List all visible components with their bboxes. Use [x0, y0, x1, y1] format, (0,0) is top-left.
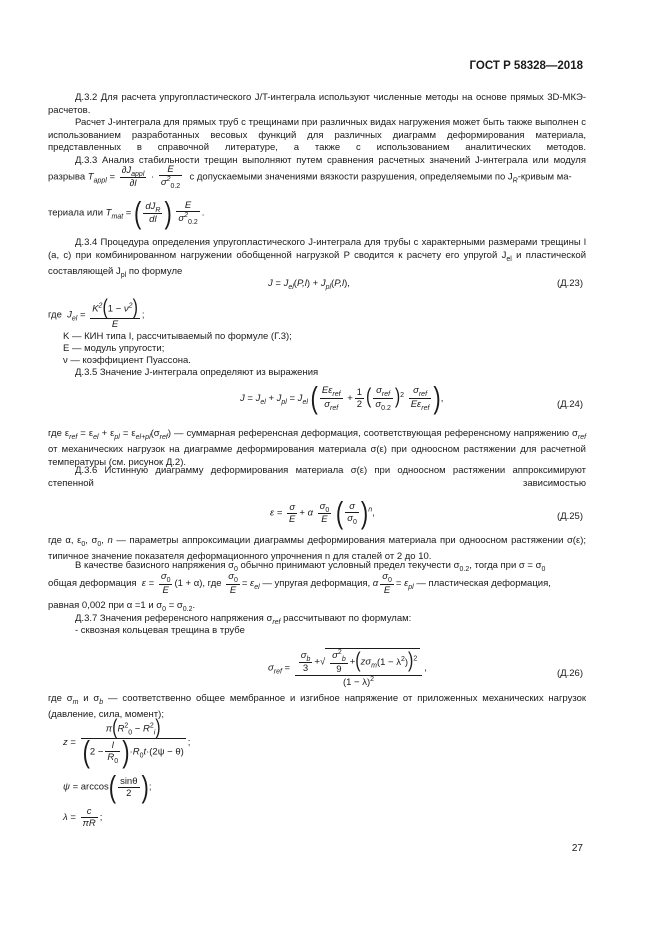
paragraph-d32: Д.3.2 Для расчета упругопластического J/T-интеграла используют численные методы на основе прямых 3D-МКЭ-расчетов. — [48, 92, 586, 116]
formula-t-appl-line: разрыва $T_{appl}$ = $\frac{\partial J_{appl}}{\partial l}$ · $\frac{E}{\sigma^2_{0.2}}$ с допускаемыми значениями вязкости разрушения, определяемыми по $J_R$-кривым ма- — [48, 164, 572, 191]
paragraph-equal: равная 0,002 при α =1 и $\sigma_0 = \sigma_{0.2}$. — [48, 600, 196, 613]
equation-d25: ε = $\frac{\sigma}{E}$ + α $\frac{\sigma_0}{E}$ ( $\frac{\sigma}{\sigma_0}$ )$^n$, — [270, 494, 375, 530]
paragraph-d36: Д.3.6 Истинную диаграмму деформирования материала σ(ε) при одноосном растяжении аппроксимируют степенной зависимостью — [48, 465, 586, 489]
where-eps-ref: где $\varepsilon_{ref} = \varepsilon_{el} + \varepsilon_{pl} = \varepsilon_{el+pl}(\sigma_{ref})$ — суммарная референсная деформация, соответствующая референсному напряжению $\sigma_{ref}$ от механических нагрузок на диаграмме деформирования материала σ(ε) при одноосном растяжении для расчетной температуры (см. рисунок Д.2). — [48, 428, 587, 468]
paragraph-basis-stress: В качестве базисного напряжения $\sigma_0$ обычно принимают условный предел текучести $\sigma_{0.2}$, тогда при $\sigma = \sigma_0$ — [75, 560, 546, 573]
equation-number-d23: (Д.23) — [557, 278, 583, 289]
paragraph-through-crack: - сквозная кольцевая трещина в трубе — [75, 625, 245, 636]
formula-psi: ψ = arccos( $\frac{\sin\theta}{2}$ ); — [63, 768, 152, 804]
formula-z: z = $\pi(R^2_0 - R^2_i)$ (2 − $\frac{l}{R_0}$ )$\cdot R_0t\cdot(2\psi - \theta)$ ; — [63, 717, 191, 769]
where-alpha: где α, $\varepsilon_0$, $\sigma_0$, n — параметры аппроксимации диаграммы деформирования материала при одноосном растяжении σ(ε); типичное значение показателя деформационного упрочнения n для сталей от 2 до 10. — [48, 535, 587, 563]
list-item-k: K — КИН типа I, рассчитываемый по формуле (Г.3); — [63, 331, 292, 342]
formula-total-strain: общая деформация ε = $\frac{\sigma_0}{E}$ (1 + α), где $\frac{\sigma_0}{E}$ = $\varepsilon_{el}$ — упругая деформация, α $\frac{\sigma_0}{E}$ = $\varepsilon_{pl}$ — пластическая деформация, — [48, 571, 551, 596]
equation-number-d25: (Д.25) — [557, 511, 583, 522]
formula-lambda: λ = $\frac{c}{\pi R}$ ; — [63, 806, 103, 829]
list-item-e: E — модуль упругости; — [63, 343, 165, 354]
equation-d24: $J = J_{el} + J_{pl} = J_{el}$ ( $\frac{E\varepsilon_{ref}}{\sigma_{ref}}$ + $\frac{1}{2}$ ( $\frac{\sigma_{ref}}{\sigma_{0.2}}$ )$^2$ $\frac{\sigma_{ref}}{E\varepsilon_{ref}}$ ), — [240, 380, 444, 416]
paragraph-d35: Д.3.5 Значение J-интеграла определяют из выражения — [75, 367, 319, 378]
equation-number-d24: (Д.24) — [557, 399, 583, 410]
where-sigma-m: где $\sigma_m$ и $\sigma_b$ — соответственно общее мембранное и изгибное напряжение от приложенных механических нагрузок (давление, сила, момент); — [48, 693, 587, 721]
equation-d26: $\sigma_{ref}$ = $\frac{\sigma_b}{3}$ +√ $\frac{\sigma^2_b}{9}$ $+(z\sigma_m(1 - \lambda^2))^2$ $(1 - \lambda)^2$ , — [268, 649, 427, 689]
equation-d23: $J = J_{el}(P,l) + J_{pl}(P,l)$, — [268, 278, 350, 291]
equation-number-d26: (Д.26) — [557, 668, 583, 679]
standard-header: ГОСТ Р 58328—2018 — [469, 60, 583, 72]
paragraph-d37: Д.3.7 Значения референсного напряжения $\sigma_{ref}$ рассчитывают по формулам: — [75, 613, 412, 626]
list-item-nu: ν — коэффициент Пуассона. — [63, 355, 191, 366]
paragraph-j-integral: Расчет J-интеграла для прямых труб с трещинами при различных видах нагружения может быть также выполнен с использованием разработанных весовых функций для различных диаграмм деформирования материала, представленных в справочной литературе, а также с использованием аналитических методов. — [48, 117, 586, 153]
paragraph-d33: Д.3.3 Анализ стабильности трещин выполняют путем сравнения расчетных значений J-интеграла или модуля — [75, 155, 586, 166]
formula-j-el: где $J_{el}$ = $\frac{K^2(1 - \nu^2)}{E}$ ; — [48, 297, 145, 330]
paragraph-d34: Д.3.4 Процедура определения упругопластического J-интеграла для трубы с характерными размерами трещины l (a, c) при комбинированном нагружении обобщенной нагрузкой P сводится к расчету его упругой $J_{el}$ и пластической составляющей $J_{pl}$ по формуле — [48, 237, 587, 279]
page-number: 27 — [571, 843, 583, 854]
formula-t-mat-line: териала или $T_{mat}$ = ( $\frac{dJ_R}{dl}$ ) $\frac{E}{\sigma^2_{0.2}}$ . — [48, 194, 205, 230]
